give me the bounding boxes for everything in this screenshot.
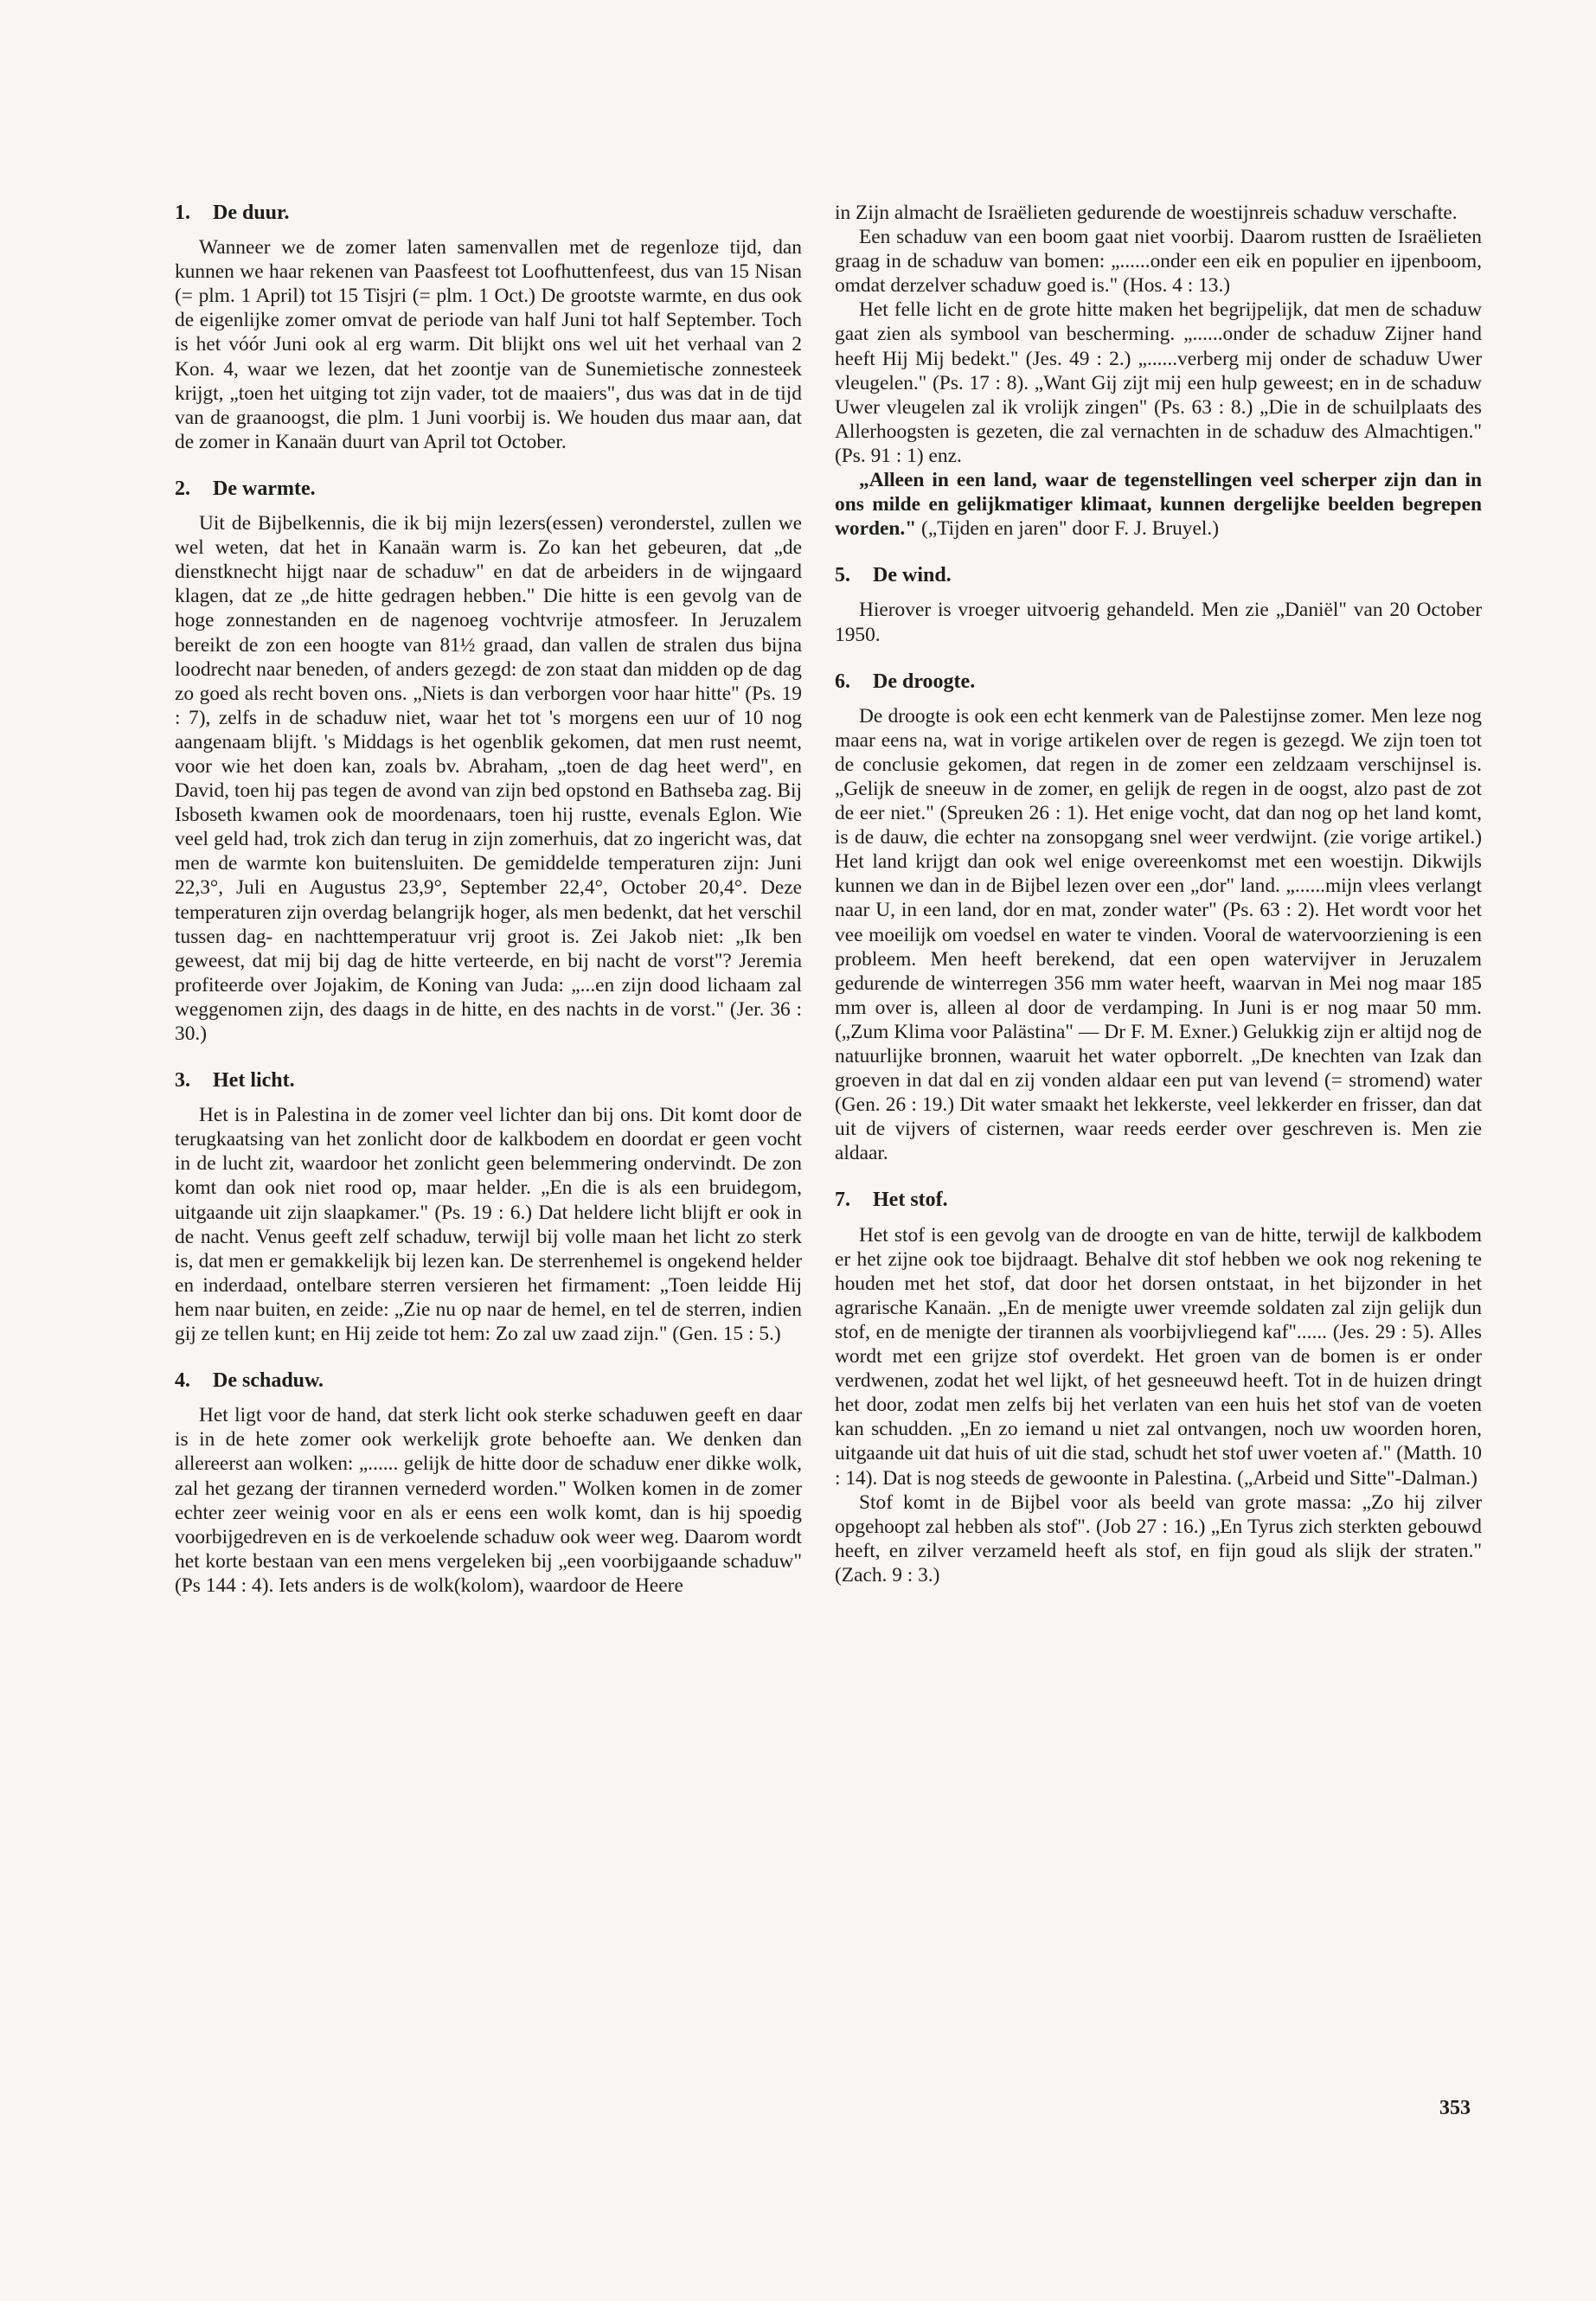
paragraph: Het ligt voor de hand, dat sterk licht ook sterke schaduwen geeft en daar is in de hete zomer ook werkelijk grote behoefte aan. We denken dan allereerst aan wolken: „...... gelijk de hitte door de schaduw ener dikke wolk, zal het gezang der tirannen vernederd worden." Wolken komen in de zomer echter zeer weinig voor en als er eens een wolk komt, dan is hij spoedig voorbijgedreven en is de verkoelende schaduw ook weer weg. Daarom wordt het korte bestaan van een mens vergeleken bij „een voorbijgaande schaduw" (Ps 144 : 4). Iets anders is de wolk(kolom), waardoor de Heere [175, 1404, 802, 1597]
paragraph: Hierover is vroeger uitvoerig gehandeld. Men zie „Daniël" van 20 October 1950. [835, 599, 1482, 646]
section-title: De schaduw. [213, 1369, 324, 1393]
section-heading-1 [175, 201, 802, 225]
paragraph: Het stof is een gevolg van de droogte en van de hitte, terwijl de kalkbodem er het zijne ook toe bijdraagt. Behalve dit stof hebben we ook nog rekening te houden met het stof, dat door het dorsen ontstaat, in het bijzonder in het agrarische Kanaän. „En de menigte uwer vreemde soldaten zal zijn gelijk dun stof, en de menigte der tirannen als voorbijvliegend kaf"...... (Jes. 29 : 5). Alles wordt met een grijze stof overdekt. Het groen van de bomen is er onder verdwenen, zodat het wel lijkt, of het gesneeuwd heeft. Tot in de huizen dringt het door, zodat men zelfs bij het verlaten van een huis het stof van de voeten kan schudden. „En zo iemand u niet zal ontvangen, noch uw woorden horen, uitgaande uit dat huis of uit die stad, schudt het stof uwer voeten af." (Matth. 10 : 14). Dat is nog steeds de gewoonte in Palestina. („Arbeid und Sitte"-Dalman.) [835, 1223, 1482, 1490]
section-number: 7. [835, 1189, 850, 1212]
quote-source: („Tijden en jaren" door F. J. Bruyel.) [916, 517, 1220, 541]
paragraph: Het felle licht en de grote hitte maken het begrijpelijk, dat men de schaduw gaat zien als symbool van bescherming. „......onder de schaduw Zijner hand heeft Hij Mij bedekt." (Jes. 49 : 2.) „......verberg mij onder de schaduw Uwer vleugelen." (Ps. 17 : 8). „Want Gij zijt mij een hulp geweest; en in de schaduw Uwer vleugelen zal ik vrolijk zingen" (Ps. 63 : 8.) „Die in de schuilplaats des Allerhoogsten is gezeten, die zal vernachten in de schaduw des Almachtigen." (Ps. 91 : 1) enz. [835, 298, 1482, 467]
page-number: 353 [1439, 2097, 1471, 2119]
section-title: Het licht. [213, 1069, 295, 1093]
quote-text: „Alleen in een land, waar de tegenstellingen veel scherper zijn dan in ons milde en gelijkmatiger klimaat, kunnen dergelijke beelden begrepen worden." [835, 469, 1482, 541]
section-number: 1. [175, 202, 190, 224]
section-title: De warmte. [213, 477, 316, 500]
section-number: 5. [835, 564, 850, 587]
paragraph: Wanneer we de zomer laten samenvallen met de regenloze tijd, dan kunnen we haar rekenen van Paasfeest tot Loofhuttenfeest, dus van 15 Nisan (= plm. 1 April) tot 15 Tisjri (= plm. 1 Oct.) De grootste warmte, en dus ook de eigenlijke zomer omvat de periode van half Juni tot half September. Toch is het vóór Juni ook al erg warm. Dit blijkt ons wel uit het verhaal van 2 Kon. 4, waar we lezen, dat het zoontje van de Sunemietische zonnesteek krijgt, „toen het uitging tot zijn vader, tot de maaiers", dus was dat in de tijd van de graanoogst, die plm. 1 Juni voorbij is. We houden dus maar aan, dat de zomer in Kanaän duurt van April tot October. [175, 236, 802, 453]
section-title: De wind. [873, 564, 952, 587]
paragraph: in Zijn almacht de Israëlieten gedurende de woestijnreis schaduw verschafte. [835, 202, 1458, 224]
left-column [175, 201, 802, 1598]
section-title: De droogte. [873, 670, 976, 693]
paragraph: Uit de Bijbelkennis, die ik bij mijn lezers(essen) veronderstel, zullen we wel weten, dat het in Kanaän warm is. Zo kan het gebeuren, dat „de dienstknecht hijgt naar de schaduw" en dat de arbeiders in de wijngaard klagen, dat ze „de hitte gedragen hebben." Die hitte is een gevolg van de hoge zonnestanden en de nagenoeg vochtvrije atmosfeer. In Jeruzalem bereikt de zon een hoogte van 81½ graad, dan vallen de stralen dus bijna loodrecht naar beneden, of anders gezegd: de zon staat dan midden op de dag zo goed als recht boven ons. „Niets is dan verborgen voor haar hitte" (Ps. 19 : 7), zelfs in de schaduw niet, waar het tot 's morgens een uur of 10 nog aangenaam blijft. 's Middags is het ogenblik gekomen, dat men rust neemt, voor wie het doen kan, zoals bv. Abraham, „toen de dag heet werd", en David, toen hij pas tegen de avond van zijn bed opstond en Bathseba zag. Bij Isboseth kwamen ook de moordenaars, toen hij rustte, evenals Eglon. Wie veel geld had, trok zich dan terug in zijn zomerhuis, dat zo ingericht was, dat men de warmte kon buitensluiten. De gemiddelde temperaturen zijn: Juni 22,3°, Juli en Augustus 23,9°, September 22,4°, October 20,4°. Deze temperaturen zijn overdag belangrijk hoger, als men bedenkt, dat het verschil tussen dag- en nachttemperatuur vrij groot is. Zei Jakob niet: „Ik ben geweest, dat mij bij dag de hitte verteerde, en bij nacht de vorst"? Jeremia profiteerde over Jojakim, de Koning van Juda: „...en zijn dood lichaam zal weggenomen zijn, des daags in de hitte, en des nachts in de vorst." (Jer. 36 : 30.) [175, 512, 802, 1045]
section-title: De duur. [213, 202, 290, 224]
section-heading-4 [175, 1368, 802, 1393]
section-heading-3 [175, 1068, 802, 1093]
section-heading-6 [835, 670, 1482, 694]
section-heading-5 [835, 563, 1482, 587]
section-number: 6. [835, 670, 850, 693]
section-heading-7 [835, 1188, 1482, 1212]
section-number: 2. [175, 477, 190, 500]
paragraph: Stof komt in de Bijbel voor als beeld van grote massa: „Zo hij zilver opgehoopt zal hebben als stof". (Job 27 : 16.) „En Tyrus zich sterkten gebouwd heeft, en zilver verzameld heeft als stof, en fijn goud als slijk der straten." (Zach. 9 : 3.) [835, 1490, 1482, 1586]
section-title: Het stof. [873, 1189, 948, 1212]
paragraph: De droogte is ook een echt kenmerk van de Palestijnse zomer. Men leze nog maar eens na, wat in vorige artikelen over de regen is gezegd. We zijn toen tot de conclusie gekomen, dat regen in de zomer een zeldzaam verschijnsel is. „Gelijk de sneeuw in de zomer, en gelijk de regen in de oogst, alzo past de zot de eer niet." (Spreuken 26 : 1). Het enige vocht, dat dan nog op het land komt, is de dauw, die echter na zonsopgang snel weer verdwijnt. (zie vorige artikel.) Het land krijgt dan ook wel enige overeenkomst met een woestijn. Dikwijls kunnen we dan in de Bijbel lezen over een „dor" land. „......mijn vlees verlangt naar U, in een land, dor en mat, zonder water" (Ps. 63 : 2). Het wordt voor het vee moeilijk om voedsel en water te vinden. Vooral de watervoorziening is een probleem. Men heeft berekend, dat een open watervijver in Jeruzalem gedurende de winterregen 356 mm water heeft, waarvan in Mei nog maar 185 mm over is, alleen al door de verdamping. In Juni is er nog maar 50 mm. („Zum Klima voor Palästina" — Dr F. M. Exner.) Gelukkig zijn er altijd nog de natuurlijke bronnen, waaruit het water opborrelt. „De knechten van Izak dan groeven in dat dal en zij vonden aldaar een put van levend (= stromend) water (Gen. 26 : 19.) Dit water smaakt het lekkerste, veel lekkerder en frisser, dan dat uit de vijvers of cisternen, waar reeds eerder over geschreven is. Men zie aldaar. [835, 704, 1482, 1165]
right-column [835, 201, 1482, 1587]
quote-paragraph [835, 468, 1482, 541]
section-heading-2 [175, 477, 802, 501]
paragraph: Een schaduw van een boom gaat niet voorbij. Daarom rustten de Israëlieten graag in de schaduw van bomen: „......onder een eik en populier en ijpenboom, omdat derzelver schaduw goed is." (Hos. 4 : 13.) [835, 226, 1482, 298]
section-number: 4. [175, 1369, 190, 1393]
section-number: 3. [175, 1069, 190, 1093]
paragraph: Het is in Palestina in de zomer veel lichter dan bij ons. Dit komt door de terugkaatsing van het zonlicht door de kalkbodem en doordat er geen vocht in de lucht zit, waardoor het zonlicht geen belemmering ondervindt. De zon komt dan ook niet rood op, maar helder. „En die is als een bruidegom, uitgaande uit zijn slaapkamer." (Ps. 19 : 6.) Dat heldere licht blijft er ook in de nacht. Venus geeft zelf schaduw, terwijl bij volle maan het licht zo sterk is, dat men er gemakkelijk bij lezen kan. De sterrenhemel is ongekend helder en inderdaad, ontelbare sterren versieren het firmament: „Toen leidde Hij hem naar buiten, en zeide: „Zie nu op naar de hemel, en tel de sterren, indien gij ze tellen kunt; en Hij zeide tot hem: Zo zal uw zaad zijn." (Gen. 15 : 5.) [175, 1104, 802, 1346]
